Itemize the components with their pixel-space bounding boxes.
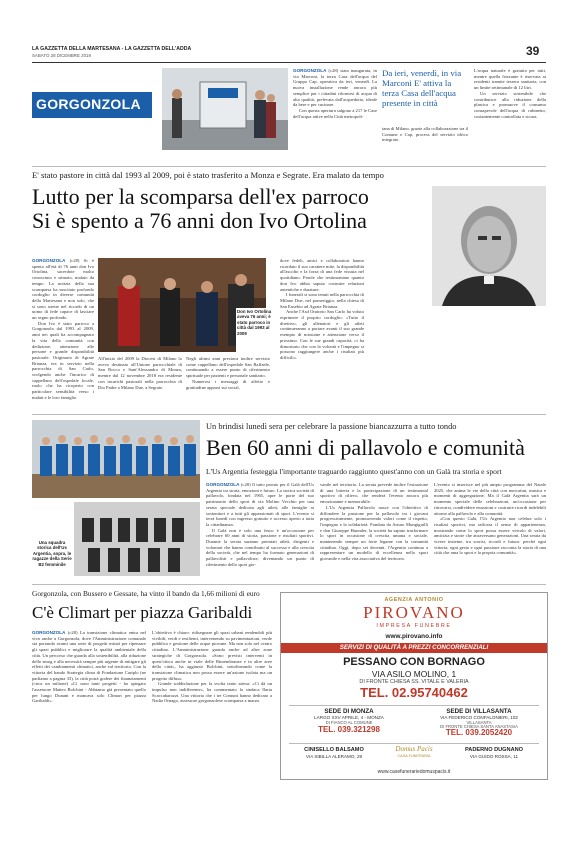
ad-main-address2: DI FRONTE CHIESA SS. VITALE E VALERIA xyxy=(359,679,469,685)
story1-col2: All'inizio del 2009 la Diocesi di Milano lo aveva destinato all'Unione parrocchiale di San Rocco e Sant'Alessandro di Monza, mentre dal 12 novembre 2018 era residente con incarichi pastorali nella parrocchia di Dio Padre a Milano Due, a Segrate. xyxy=(98,356,182,390)
ad-villasanta-address: VIA FEDERICO CONFALONIERI, 102 xyxy=(440,715,518,720)
story2-headline: Ben 60 anni di pallavolo e comunità xyxy=(206,435,525,460)
top-story-col1 xyxy=(293,68,377,164)
ad-brand-sub: IMPRESA FUNEBRE xyxy=(376,623,452,629)
story1-text3b: Numerosi i messaggi di affetto e gratitudine apparsi sui social, xyxy=(186,378,270,390)
top-story-text4: L'acqua naturale è gratuita per tutti, mentre quella frizzante è riservata ai residenti tramite tessera sanitaria, con un limite settimanale di 12 litri. xyxy=(474,68,546,91)
story2-text1: Il tutto pronto per il Galà dell'Us Argentia tra storia, emozioni e futuro. La storica società di pallavolo, fondata nel 1965, apre le porte del suo patrimonio dello sport di via Molino Vecchio per una serata speciale dedicata agli atleti, alle famiglie ai sostenitori e a tutti gli appassionati di sport. L'evento si terrà lunedì con ingresso gratuito e accesso aperto a tutta la cittadinanza. xyxy=(206,482,314,527)
story1-text1b: Don Ivo è stato parroco a Gorgonzola dal 1993 al 2009, anni nei quali ha accompagnato la vita della comunità con dedizione, attenzione alle persone e grande disponibilità pastorale. Originario di Agrate Brianza, era in servizio nella parrocchia di San Carlo, svolgendo anche l'incarico di cappellano dell'ospedale locale, ruolo che ha ricoperto con particolare sensibilità verso i malati e le loro famiglie. xyxy=(32,320,94,400)
story1-text3: Negli ultimi anni prestava inoltre servizio come cappellano dell'ospedale San Raffaele, continuando a essere punto di riferimento spirituale per pazienti e personale sanitario. xyxy=(186,356,270,379)
story2-date: (c28) xyxy=(240,482,251,487)
ad-cinisello-title: CINISELLO BALSAMO xyxy=(304,747,364,753)
ad-villasanta-address3: DI FRONTE CHIESA SANTA ANASTASIA xyxy=(440,724,518,729)
volleyball-photo-caption: Una squadra storica dell'Us Argentia, sopra, le ragazze della Serie B2 femminile xyxy=(32,540,72,567)
header-rule xyxy=(32,62,546,63)
story1-date: (c28) xyxy=(69,258,80,263)
ad-website[interactable]: www.pirovano.info xyxy=(385,633,443,640)
top-story-text5: Un servizio sostenibile che contribuisce alla riduzione della plastica e promuove il consumo consapevole dell'acqua di rubinetto, costantemente controllata e sicura. xyxy=(474,90,546,119)
top-story-text1: stata inaugurata, in via Marconi, la terza Casa dell'acqua del Gruppo Cap, operativa da ieri, venerdì. La nuova installazione rende ancora più semplice per i cittadini rifornirsi di acqua di alta qualità, prelevata dall'acquedotto, ideale da bere e per cucinare. xyxy=(293,68,377,108)
divider-2 xyxy=(32,414,546,415)
church-photo-caption: Don Ivo Ortolina aveva 76 anni; è stato parroco in città dal 1993 al 2009 xyxy=(236,308,278,354)
story3-headline: C'è Climart per piazza Garibaldi xyxy=(32,603,253,622)
story3-kicker-line: Gorgonzola, con Bussero e Gessate, ha vinto il bando da 1,66 milioni di euro xyxy=(32,589,260,598)
ad-villasanta-phone[interactable]: TEL. 039.2052420 xyxy=(445,728,513,737)
volleyball-photo-bottom xyxy=(74,502,200,576)
ad-main-address: VIA ASILO MOLINO, 1 xyxy=(371,669,457,679)
story3-col1 xyxy=(32,630,146,778)
story1-headline2: Si è spento a 76 anni don Ivo Ortolina xyxy=(32,208,367,233)
funeral-ad xyxy=(280,592,548,780)
page-number: 39 xyxy=(526,44,540,58)
ad-monza-title: SEDE DI MONZA xyxy=(324,708,374,715)
priest-portrait xyxy=(432,186,546,306)
story2-subhead: L'Us Argentia festeggia l'importante traguardo raggiunto quest'anno con un Galà tra storia e sport xyxy=(206,467,502,476)
story1-col1 xyxy=(32,258,94,408)
story1-col3 xyxy=(186,356,270,408)
ad-banner-text: SERVIZI DI QUALITÀ A PREZZI CONCORRENZIALI xyxy=(339,644,489,651)
divider-3 xyxy=(32,584,546,585)
divider-1 xyxy=(32,166,546,167)
story1-text4b: I funerali si sono tenuti nella parrocchia di Milano Due, nel pomeriggio, nella chiesa di San Eusebio ad Agrate Brianza. xyxy=(280,292,364,309)
ad-agency-label: AGENZIA ANTONIO xyxy=(384,597,444,603)
story1-text4c: Anche l'Asd Oratorio San Carlo ha voluto esprimere il proprio cordoglio: «Tutto il direttivo, gli allenatori e gli atleti continueranno a portare avanti il suo grande esempio di missione e attenzione verso il prossimo. Con le sue grandi capacità, ci ha dimostrato che con la volontà e l'impegno si possono raggiungere anche i risultati più difficili». xyxy=(280,309,364,360)
ad-main-town: PESSANO CON BORNAGO xyxy=(343,656,485,668)
story3-text2: L'obiettivo è chiaro: ridisegnare gli spazi urbani rendendoli più vivibili, verdi e resilienti, intervenendo su pavimentazioni, verde pubblico e gestione delle acque piovane. Ma non solo nel centro cittadino. L'Amministrazione guarda anche ad altre zone strategiche di Gorgonzola. «Sono previsti interventi in quest'ottica anche in viale delle Rimembranze e in altre aree della città», ha aggiunto Bolchini, sottolineando come la transizione climatica non possa essere un'azione isolata ma un progetto diffuso. xyxy=(152,630,272,681)
top-story-headline: Da ieri, venerdì, in via Marconi E' attiva la terza Casa dell'acqua presente in città xyxy=(382,68,462,108)
ad-cinisello-address: VIA SIBILLA ALERAMO, 29 xyxy=(305,754,363,759)
story2-col1 xyxy=(206,482,314,578)
ad-domus-sub: CASA FUNERARIA xyxy=(397,754,431,758)
top-story-kicker: GORGONZOLA xyxy=(293,68,327,73)
top-story-date: (c28) xyxy=(328,68,339,73)
story2-text2b: L'Us Argentia Pallavolo nasce con l'obiettivo di diffondere la passione per la pallavolo tra i giovani progressivamente, promuovendo valori come il rispetto, l'impegno e la solidarietà. Fondata da Arturo Mungiguilli e don Giuseppe Huonder, la società ha saputo trasformare lo sport in occasione di crescita umana e sociale, mantenendo sempre un forte legame con la comunità cittadina. Oggi, dopo sei decenni, l'Argentia continua a rappresentare un modello di eccellenza nello sport giovanile e nella vita associativa del territorio. xyxy=(320,504,428,562)
top-story-col3 xyxy=(474,68,546,164)
inauguration-photo xyxy=(162,68,288,150)
story2-col2 xyxy=(320,482,428,578)
story1-text1: Si è spento all'età di 76 anni don Ivo Ortolina, sacerdote molto conosciuto e stimato, malato da tempo. La notizia della sua scomparsa ha suscitato profondo cordoglio in diverse comunità della Martesana e non solo, che si sono strette nel ricordo di un uomo di fede capace di lasciare un segno profondo. xyxy=(32,258,94,321)
top-story-col2b: tana di Milano, grazie alla collaborazione tra il Comune e Cap, process del servizio idrico integrato. xyxy=(382,126,468,143)
story1-col4 xyxy=(280,258,364,408)
story3-col2 xyxy=(152,630,272,778)
story2-text3b: «Con questo Galà, l'Us Argentia non celebra solo i risultati sportivi, ma rafforza il senso di appartenenza, mostrando come lo sport possa essere veicolo di valori, amicizia e storie che attraversano generazioni. Una serata da vivere insieme, tra sorrisi, ricordi e futuro: perché ogni vittoria, ogni gesto e ogni passione racconta la storia di una città che ama lo sport e la propria comunità». xyxy=(434,516,546,556)
ad-villasanta-title: SEDE DI VILLASANTA xyxy=(446,708,512,715)
ad-main-phone[interactable]: TEL. 02.95740462 xyxy=(360,685,468,700)
story2-text3: L'evento si inserisce nel più ampio programma del Natale 2025, che anima le vie della città con mercatini, musica e momenti di aggregazione. Ma il Galà Argentia sarà un momento speciale delle celebrazioni, un'occasione per ritrovarsi, condividere emozioni e costruire ricordi indelebili attorno alla pallavolo e alla comunità. xyxy=(434,482,546,516)
ad-villasanta-address2: VILLASANTA xyxy=(466,720,492,725)
story2-col3 xyxy=(434,482,546,578)
story2-text2: vanile nel territorio. La serata prevede inoltre l'estrazione di una lotteria e la partecipazione di un testimonial sportivo di rilievo, che renderà l'evento ancora più emozionante e memorabile. xyxy=(320,482,428,505)
ad-footer-url[interactable]: www.casefunerariedomuspacis.it xyxy=(377,769,451,775)
section-title: GORGONZOLA xyxy=(36,96,141,112)
ad-monza-phone[interactable]: TEL. 039.321298 xyxy=(318,725,380,734)
story2-text1b: Il Galà non è solo una festa: è un'occasione per celebrare 60 anni di storia, passione e risultati sportivi. Durante la serata saranno premiati atleti, dirigenti e volontari che hanno contribuito al successo e alla crescita della società, che nel tempo ha formato generazioni di pallavolisti e pallavoliste, diventando un punto di riferimento dello sport gio- xyxy=(206,527,314,567)
story1-headline1: Lutto per la scomparsa dell'ex parroco xyxy=(32,184,369,209)
story1-text4: dove fedeli, amici e collaboratori hanno ricordato il suo carattere mite, la disponibilità all'ascolto e la forza di una fede vissuta nel quotidiano. Parole che testimoniano quanto don Ivo abbia saputo costruire relazioni autentiche e durature. xyxy=(280,258,364,292)
volleyball-photo-top xyxy=(32,420,200,498)
story1-kicker: GORGONZOLA xyxy=(32,258,66,263)
top-story-text2: Con questa apertura salgono a 217 le Case dell'acqua attive nella Città metropoli- xyxy=(293,107,377,119)
ad-monza-address: LARGO XXV APRILE, 4 - MONZA xyxy=(314,715,384,720)
ad-paderno-address: VIA GUIDO ROSSA, 11 xyxy=(469,754,519,759)
story3-text1: La transizione climatica entra nel vivo anche a Gorgonzola, dove l'Amministrazione comunale sta portando avanti una serie di progetti mirati per ripensare gli spazi pubblici e migliorare la qualità ambientale della città. Un percorso che guarda alla sostenibilità, alla riduzione dello smog e alla necessità sempre più urgente di mitigare gli effetti dei cambiamenti climatici, anche sul territorio. Con la vittoria del bando Strategia clima di Fondazione Cariplo (ne parliamo a pagina 33), la città potrà godere dei finanziamenti (circa un milione) «Ci sono tanti progetti - ha spiegato l'assessore Matteo Bolchini - Abbiamo già presentato quello per lungo Dunant e mancava solo Climart per piazza Garibaldi». xyxy=(32,630,146,704)
ad-monza-address2: DI FIANCO AL COMUNE xyxy=(325,720,373,725)
story2-kicker: GORGONZOLA xyxy=(206,482,240,487)
issue-date: SABATO 28 DICEMBRE 2019 xyxy=(32,53,91,58)
ad-paderno-title: PADERNO DUGNANO xyxy=(464,747,523,753)
story2-kicker-line: Un brindisi lunedì sera per celebrare la passione biancazzurra a tutto tondo xyxy=(206,422,457,431)
paper-name: LA GAZZETTA DELLA MARTESANA - LA GAZZETTA DELL'ADDA xyxy=(32,46,192,52)
ad-brand-name: PIROVANO xyxy=(363,603,465,622)
story3-date: (c28) xyxy=(67,630,78,635)
story3-kicker: GORGONZOLA xyxy=(32,630,66,635)
story1-kicker-line: E' stato pastore in città dal 1993 al 2009, poi è stato trasferito a Monza e Segrate. Era malato da tempo xyxy=(32,170,384,180)
masthead xyxy=(32,46,512,52)
ad-domus-logo: Domus Pacis xyxy=(395,745,433,753)
story3-text2b: Grande soddisfazione per la svolta tanto attesa: «Ci dà un impulso non indifferente», ha commentato la sindaca Ilaria Scaccabarozzi. Una vittoria che i tre Comuni hanno dedicato a Nadia Ornago, assessore gorgonzolese scomparsa a marzo. xyxy=(152,681,272,704)
